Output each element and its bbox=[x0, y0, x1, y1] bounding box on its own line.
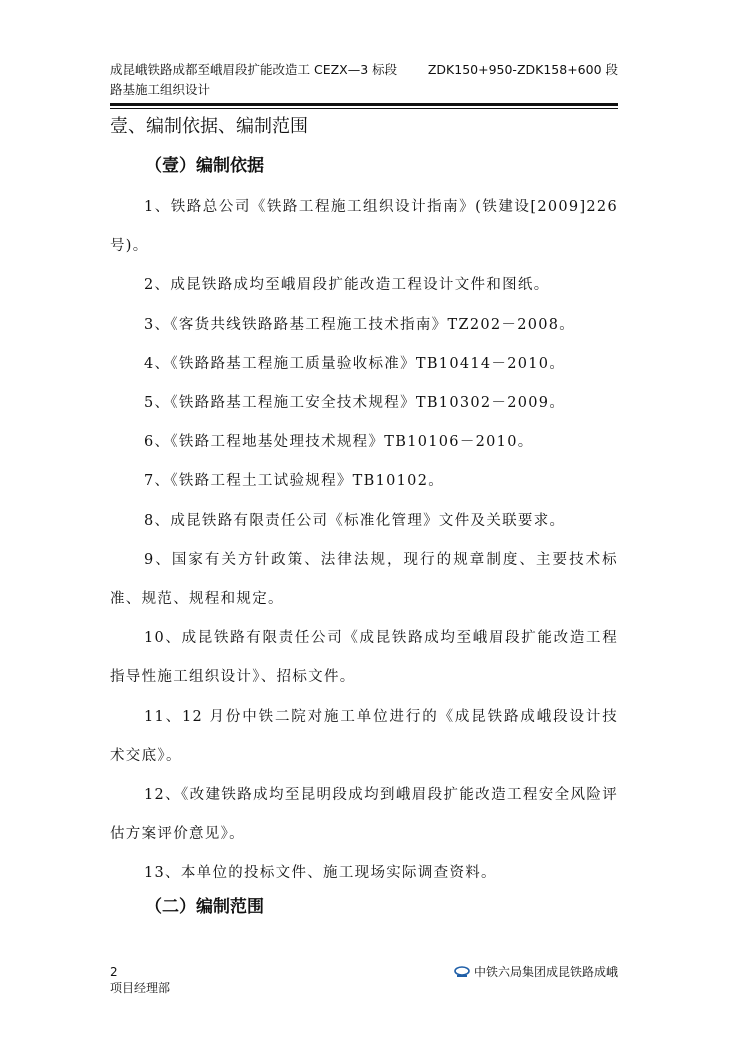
list-item: 12、《改建铁路成均至昆明段成均到峨眉段扩能改造工程安全风险评估方案评价意见》。 bbox=[110, 787, 618, 843]
footer-company: 中铁六局集团成昆铁路成峨 bbox=[473, 965, 618, 979]
page-number: 2 bbox=[110, 965, 118, 979]
list-item: 3、《客货共线铁路路基工程施工技术指南》TZ202－2008。 bbox=[144, 316, 576, 333]
page-header bbox=[110, 60, 618, 100]
list-item: 9、国家有关方针政策、法律法规，现行的规章制度、主要技术标准、规范、规程和规定。 bbox=[110, 551, 618, 608]
basis-list bbox=[110, 188, 618, 894]
footer-department: 项目经理部 bbox=[110, 981, 171, 995]
list-item: 4、《铁路路基工程施工质量验收标准》TB10414－2010。 bbox=[144, 355, 566, 372]
list-item: 6、《铁路工程地基处理技术规程》TB10106－2010。 bbox=[144, 434, 534, 451]
header-project-title: 成昆峨铁路成都至峨眉段扩能改造工 CEZX—3 标段 bbox=[110, 62, 398, 77]
company-logo-icon bbox=[454, 966, 470, 978]
list-item: 5、《铁路路基工程施工安全技术规程》TB10302－2009。 bbox=[144, 395, 566, 412]
list-item: 1、铁路总公司《铁路工程施工组织设计指南》(铁建设[2009]226 号)。 bbox=[110, 199, 618, 255]
subsection-scope-title: （二）编制范围 bbox=[145, 897, 264, 917]
header-divider bbox=[110, 103, 618, 109]
list-item: 7、《铁路工程土工试验规程》TB10102。 bbox=[144, 473, 445, 490]
section-title: 壹、编制依据、编制范围 bbox=[110, 116, 308, 137]
header-document-title: 路基施工组织设计 bbox=[110, 82, 211, 97]
header-mileage: ZDK150+950-ZDK158+600 段 bbox=[427, 62, 618, 77]
list-item: 8、成昆铁路有限责任公司《标准化管理》文件及关联要求。 bbox=[144, 512, 566, 529]
list-item: 2、成昆铁路成均至峨眉段扩能改造工程设计文件和图纸。 bbox=[144, 277, 550, 294]
subsection-basis-title: （壹）编制依据 bbox=[145, 156, 264, 176]
list-item: 11、12 月份中铁二院对施工单位进行的《成昆铁路成峨段设计技术交底》。 bbox=[110, 708, 618, 764]
list-item: 10、成昆铁路有限责任公司《成昆铁路成均至峨眉段扩能改造工程指导性施工组织设计》、招标文件。 bbox=[110, 630, 618, 686]
list-item: 13、本单位的投标文件、施工现场实际调查资料。 bbox=[144, 865, 497, 882]
